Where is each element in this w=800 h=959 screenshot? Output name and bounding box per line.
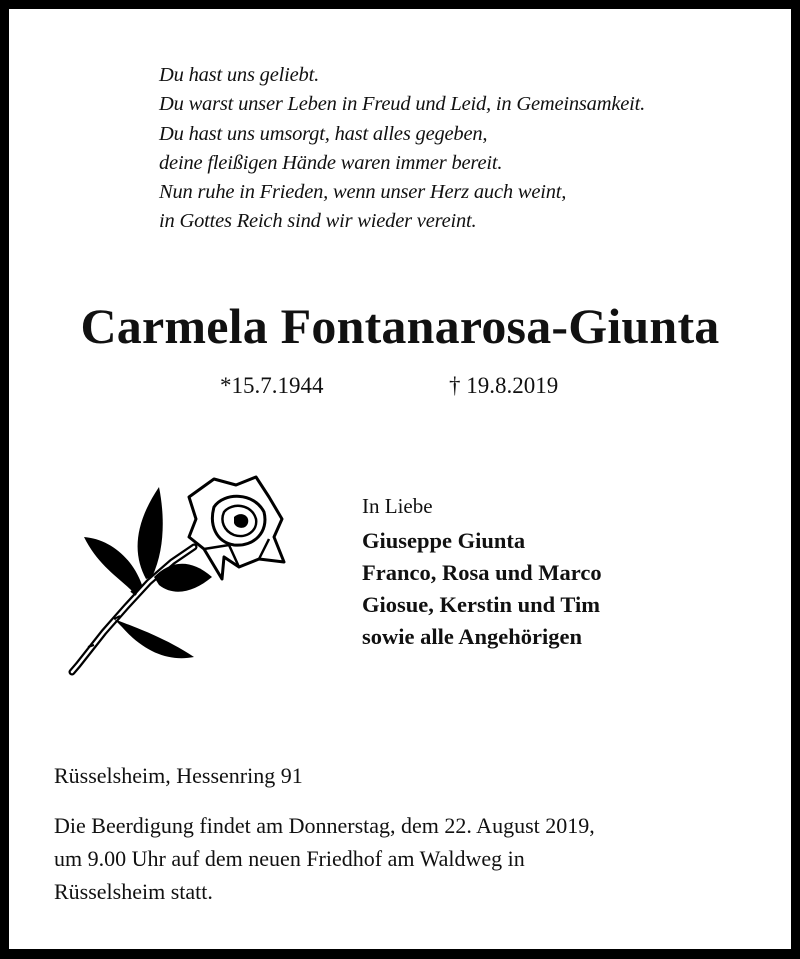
mourners-names xyxy=(362,525,602,653)
poem-line: Du hast uns geliebt. xyxy=(159,64,319,86)
birth-date: *15.7.1944 xyxy=(220,373,324,398)
mourner-name: Giosue, Kerstin und Tim xyxy=(362,592,600,617)
funeral-line: Rüsselsheim statt. xyxy=(54,879,213,904)
mourners-block xyxy=(362,491,602,653)
poem xyxy=(159,61,645,237)
rose-icon xyxy=(64,467,294,682)
mourners-intro: In Liebe xyxy=(362,494,433,518)
mourner-name: sowie alle Angehörigen xyxy=(362,624,582,649)
funeral-line: Die Beerdigung findet am Donnerstag, dem 22. August 2019, xyxy=(54,813,595,838)
poem-line: deine fleißigen Hände waren immer bereit. xyxy=(159,151,503,174)
poem-line: Du warst unser Leben in Freud und Leid, in Gemeinsamkeit. xyxy=(159,93,646,116)
mourner-name: Giuseppe Giunta xyxy=(362,528,526,553)
deceased-name: Carmela Fontanarosa-Giunta xyxy=(80,298,720,354)
mourner-name: Franco, Rosa und Marco xyxy=(362,560,602,585)
address: Rüsselsheim, Hessenring 91 xyxy=(54,763,303,788)
poem-line: in Gottes Reich sind wir wieder vereint. xyxy=(159,210,477,233)
funeral-line: um 9.00 Uhr auf dem neuen Friedhof am Waldweg in xyxy=(54,846,525,871)
funeral-info xyxy=(54,809,595,908)
poem-line: Nun ruhe in Frieden, wenn unser Herz auch weint, xyxy=(159,181,567,204)
death-date: † 19.8.2019 xyxy=(449,373,559,398)
poem-line: Du hast uns umsorgt, hast alles gegeben, xyxy=(159,122,488,145)
